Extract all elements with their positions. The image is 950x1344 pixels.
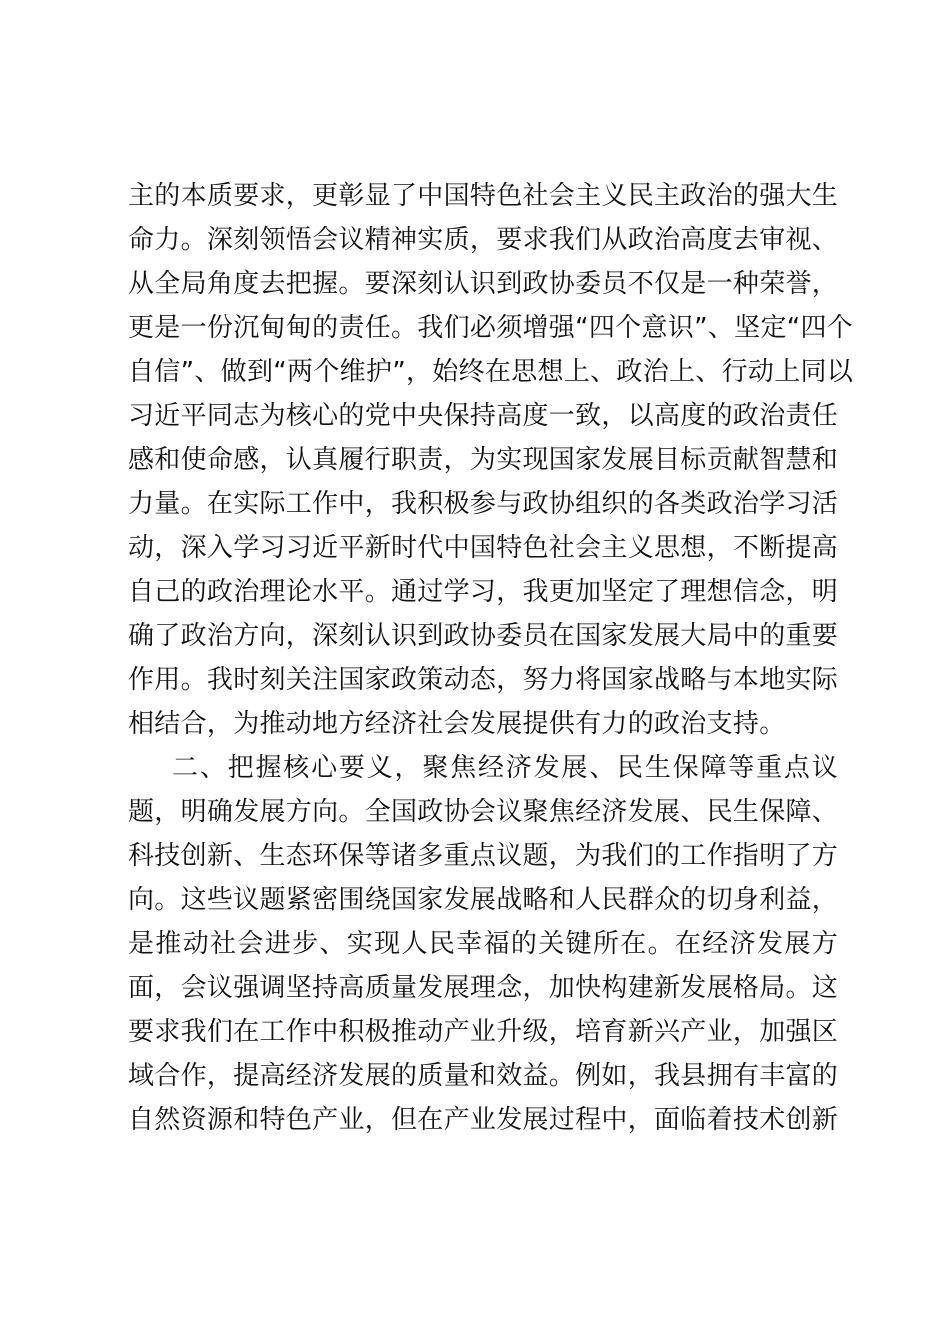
paragraph-line: 二、把握核心要义，聚焦经济发展、民生保障等重点议 [172,753,838,783]
paragraph-line: 面，会议强调坚持高质量发展理念，加快构建新发展格局。这 [128,973,839,1003]
paragraph-line: 相结合，为推动地方经济社会发展提供有力的政治支持。 [128,709,786,739]
paragraph-line: 感和使命感，认真履行职责，为实现国家发展目标贡献智慧和 [128,445,839,475]
paragraph-line: 题，明确发展方向。全国政协会议聚焦经济发展、民生保障、 [128,797,839,827]
paragraph-line: 确了政治方向，深刻认识到政协委员在国家发展大局中的重要 [128,621,839,651]
paragraph-line: 向。这些议题紧密围绕国家发展战略和人民群众的切身利益， [128,885,839,915]
paragraph-line: 动，深入学习习近平新时代中国特色社会主义思想，不断提高 [128,533,839,563]
paragraph-line: 作用。我时刻关注国家政策动态，努力将国家战略与本地实际 [128,665,839,695]
paragraph-line: 习近平同志为核心的党中央保持高度一致，以高度的政治责任 [128,401,839,431]
paragraph-line: 主的本质要求，更彰显了中国特色社会主义民主政治的强大生 [128,181,839,211]
paragraph-line: 科技创新、生态环保等诸多重点议题，为我们的工作指明了方 [128,841,839,871]
paragraph-line: 力量。在实际工作中，我积极参与政协组织的各类政治学习活 [128,489,839,519]
paragraph-2 [128,746,838,1142]
document-body [128,174,854,1142]
paragraph-1 [128,174,854,746]
paragraph-line: 域合作，提高经济发展的质量和效益。例如，我县拥有丰富的 [128,1061,839,1091]
paragraph-line: 自己的政治理论水平。通过学习，我更加坚定了理想信念，明 [128,577,839,607]
paragraph-line: 从全局角度去把握。要深刻认识到政协委员不仅是一种荣誉， [128,269,839,299]
paragraph-line: 自然资源和特色产业，但在产业发展过程中，面临着技术创新 [128,1105,839,1135]
paragraph-line: 是推动社会进步、实现人民幸福的关键所在。在经济发展方 [128,929,838,959]
paragraph-line: 要求我们在工作中积极推动产业升级，培育新兴产业，加强区 [128,1017,839,1047]
paragraph-line: 命力。深刻领悟会议精神实质，要求我们从政治高度去审视、 [128,225,839,255]
paragraph-line: 更是一份沉甸甸的责任。我们必须增强“四个意识”、坚定“四个 [128,313,854,343]
paragraph-line: 自信”、做到“两个维护”，始终在思想上、政治上、行动上同以 [128,357,854,387]
